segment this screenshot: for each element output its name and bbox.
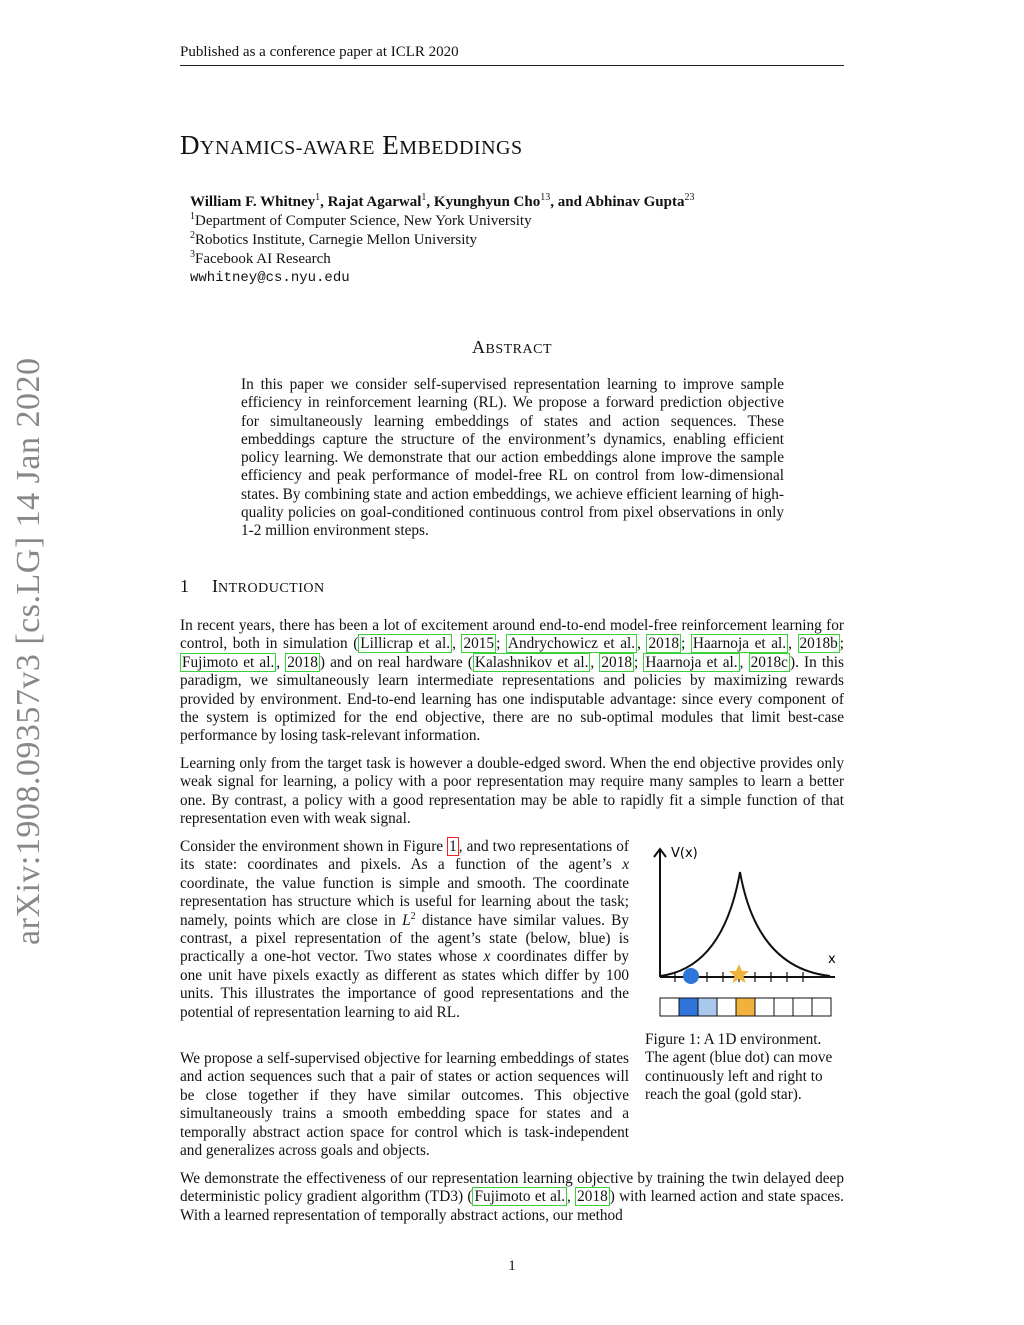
- pixel-cell-goal: [736, 998, 755, 1016]
- citation-link[interactable]: 2018: [601, 653, 632, 671]
- pixel-cell: [755, 998, 774, 1016]
- citation-link[interactable]: 2018b: [799, 635, 838, 653]
- citation-link[interactable]: 2018: [577, 1188, 608, 1206]
- citation-link[interactable]: Andrychowicz et al.: [507, 635, 636, 653]
- abstract-heading: ABSTRACT: [471, 337, 552, 357]
- citation-link[interactable]: Haarnoja et al.: [645, 653, 738, 671]
- agent-dot: [683, 968, 699, 984]
- intro-paragraph-2: Learning only from the target task is however a double-edged sword. When the end objective provides only weak signal for learning, a policy with a poor representation may require many samples to learn a better one. By contrast, a policy with a good representation may be able to rapidly fit a simple function of that representation even with weak signal.: [180, 755, 844, 828]
- citation-link[interactable]: 2018c: [750, 653, 788, 671]
- author-names: William F. Whitney$^1$, Rajat Agarwal$^1$, Kyunghyun Cho$^{13}$, and Abhinav Gupta$^{23}$: [190, 192, 695, 210]
- intro-paragraph-4: We propose a self-supervised objective for learning embeddings of states and action sequences such that a pair of states or action sequences will be close together if they have similar outcomes. This objective simultaneously trains a smooth embedding space for states and a temporally abstract action space for control which is task-independent and generalizes across goals and objects.: [180, 1050, 629, 1160]
- pixel-cell-near: [698, 998, 717, 1016]
- pixel-cell: [717, 998, 736, 1016]
- figure-reference-link[interactable]: 1: [449, 838, 457, 855]
- intro-paragraph-1: In recent years, there has been a lot of excitement around end-to-end model-free reinforcement learning for control, both in simulation ( Lillicrap et al. , 2015 ; Andrychowicz et al. , 2018 ; Haarnoja et al. , 2018b ; Fujimoto et al. , 2018 ) and on real hardware ( Kalashnikov et al. , 2018 ; Haarnoja et al. , 2018c ). In this paradigm, we simultaneously learn intermediate representations and policies by maximizing rewards provided by environment. End-to-end learning has one indisputable advantage: since every component of the system is optimized for the end objective, there are no sub-optimal modules that limit best-case performance by losing task-relevant information.: [180, 617, 845, 745]
- abstract-text: In this paper we consider self-supervised representation learning to improve sample efficiency in reinforcement learning (RL). We propose a forward prediction objective for simultaneously learning embeddings of states and action sequences. These embeddings capture the structure of the environment’s dynamics, enabling efficient policy learning. We demonstrate that our action embeddings alone improve the sample efficiency and peak performance of model-free RL on control from low-dimensional states. By combining state and action embeddings, we achieve efficient learning of high-quality policies on goal-conditioned continuous control from pixel observations in only 1-2 million environment steps.: [241, 376, 784, 540]
- figure-1-caption: Figure 1: A 1D environment. The agent (blue dot) can move continuously left and right to reach the goal (gold star).: [645, 1031, 833, 1104]
- section-heading-introduction: 1 INTRODUCTION: [180, 576, 325, 596]
- x-axis-label: x: [828, 952, 836, 967]
- citation-link[interactable]: 2018: [648, 635, 680, 653]
- y-axis-label: V(x): [671, 846, 698, 861]
- author-block: [190, 193, 694, 288]
- citation-link[interactable]: 2018: [287, 653, 318, 671]
- figure-1-plot: [645, 840, 845, 1030]
- affiliation-1: $^1$Department of Computer Science, New York University: [190, 211, 532, 229]
- paper-title: DYNAMICS-AWARE EMBEDDINGS: [180, 130, 523, 160]
- citation-link[interactable]: Haarnoja et al.: [692, 635, 787, 653]
- pixel-cell: [812, 998, 831, 1016]
- value-function-curve: [660, 872, 830, 976]
- citation-link[interactable]: Fujimoto et al.: [182, 653, 275, 671]
- arxiv-stamp: arXiv:1908.09357v3 [cs.LG] 14 Jan 2020: [10, 357, 47, 945]
- intro-paragraph-5: We demonstrate the effectiveness of our representation learning objective by training the twin delayed deep deterministic policy gradient algorithm (TD3) ( Fujimoto et al. , 2018 ) with learned action and state spaces. With a learned representation of temporally abstract actions, our method: [180, 1170, 844, 1224]
- running-header: Published as a conference paper at ICLR 2020: [180, 44, 844, 66]
- pixel-cell: [774, 998, 793, 1016]
- citation-link[interactable]: Lillicrap et al.: [360, 635, 451, 653]
- citation-link[interactable]: 2015: [463, 635, 495, 653]
- pixel-cell-agent: [679, 998, 698, 1016]
- pixel-cell: [793, 998, 812, 1016]
- intro-paragraph-3: Consider the environment shown in Figure 1 , and two representations of its state: coordinates and pixels. As a function of the agent’s x coordinate, the value function is simple and smooth. The coordinate representation has structure which is useful for learning about the task; namely, points which are close in $L^2$ distance have similar values. By contrast, a pixel representation of the agent’s state (below, blue) is practically a one-hot vector. Two states whose x coordinates differ by one unit have pixels exactly as different as states which differ by 100 units. This illustrates the importance of good representations and the potential of representation learning to aid RL.: [180, 838, 629, 1021]
- pixel-cell: [660, 998, 679, 1016]
- citation-link[interactable]: Fujimoto et al.: [474, 1188, 566, 1206]
- affiliation-3: $^3$Facebook AI Research: [190, 249, 331, 267]
- citation-link[interactable]: Kalashnikov et al.: [474, 653, 589, 671]
- pixel-strip: [660, 998, 831, 1016]
- page-number: 1: [508, 1258, 516, 1274]
- affiliation-2: $^2$Robotics Institute, Carnegie Mellon University: [190, 230, 478, 248]
- author-email[interactable]: wwhitney@cs.nyu.edu: [190, 270, 350, 286]
